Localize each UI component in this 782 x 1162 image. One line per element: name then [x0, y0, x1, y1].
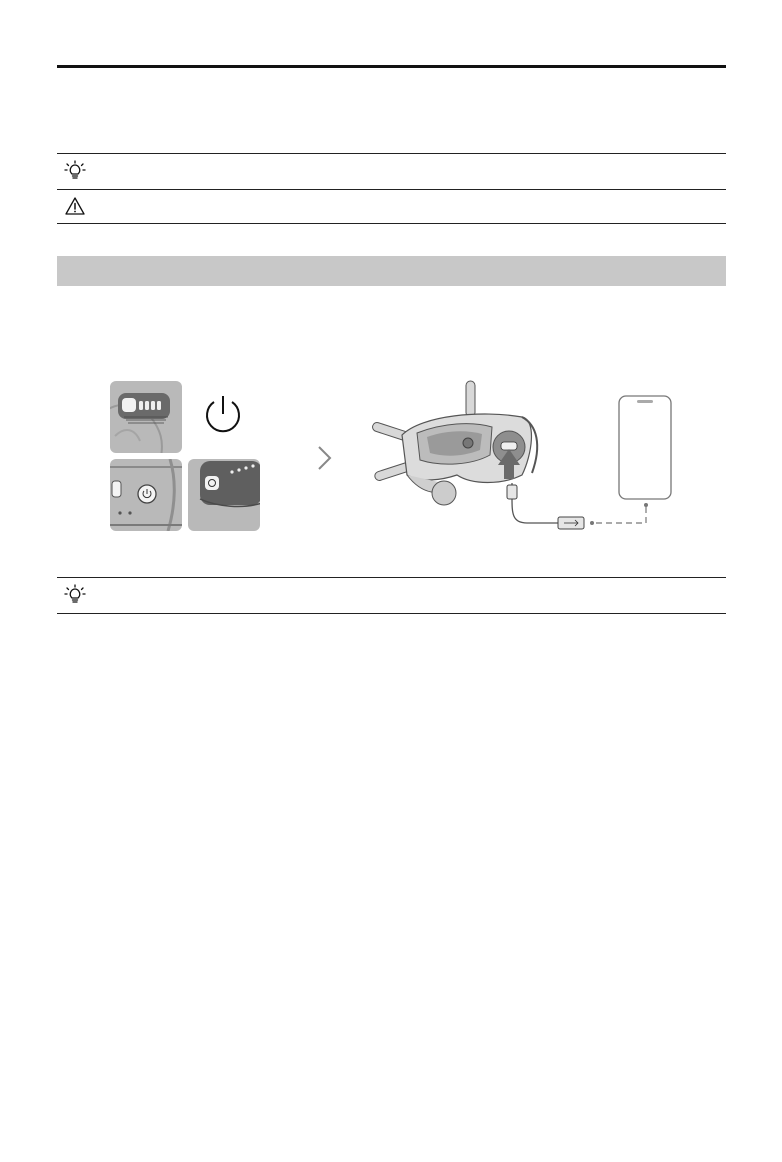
note-divider	[57, 613, 726, 614]
power-icon	[201, 393, 245, 437]
warning-triangle-icon	[64, 195, 86, 217]
section-header-bar	[57, 256, 726, 286]
lightbulb-icon	[64, 160, 86, 182]
goggles-power-button-photo	[110, 459, 182, 531]
note-divider	[57, 223, 726, 224]
note-divider	[57, 153, 726, 154]
lightbulb-icon	[64, 584, 86, 606]
header-rule	[57, 65, 726, 68]
battery-power-button-photo	[188, 459, 260, 531]
note-divider	[57, 189, 726, 190]
note-divider	[57, 577, 726, 578]
chevron-right-icon	[316, 444, 334, 472]
goggles-phone-connection-figure	[362, 375, 692, 540]
battery-switch-photo	[110, 381, 182, 453]
